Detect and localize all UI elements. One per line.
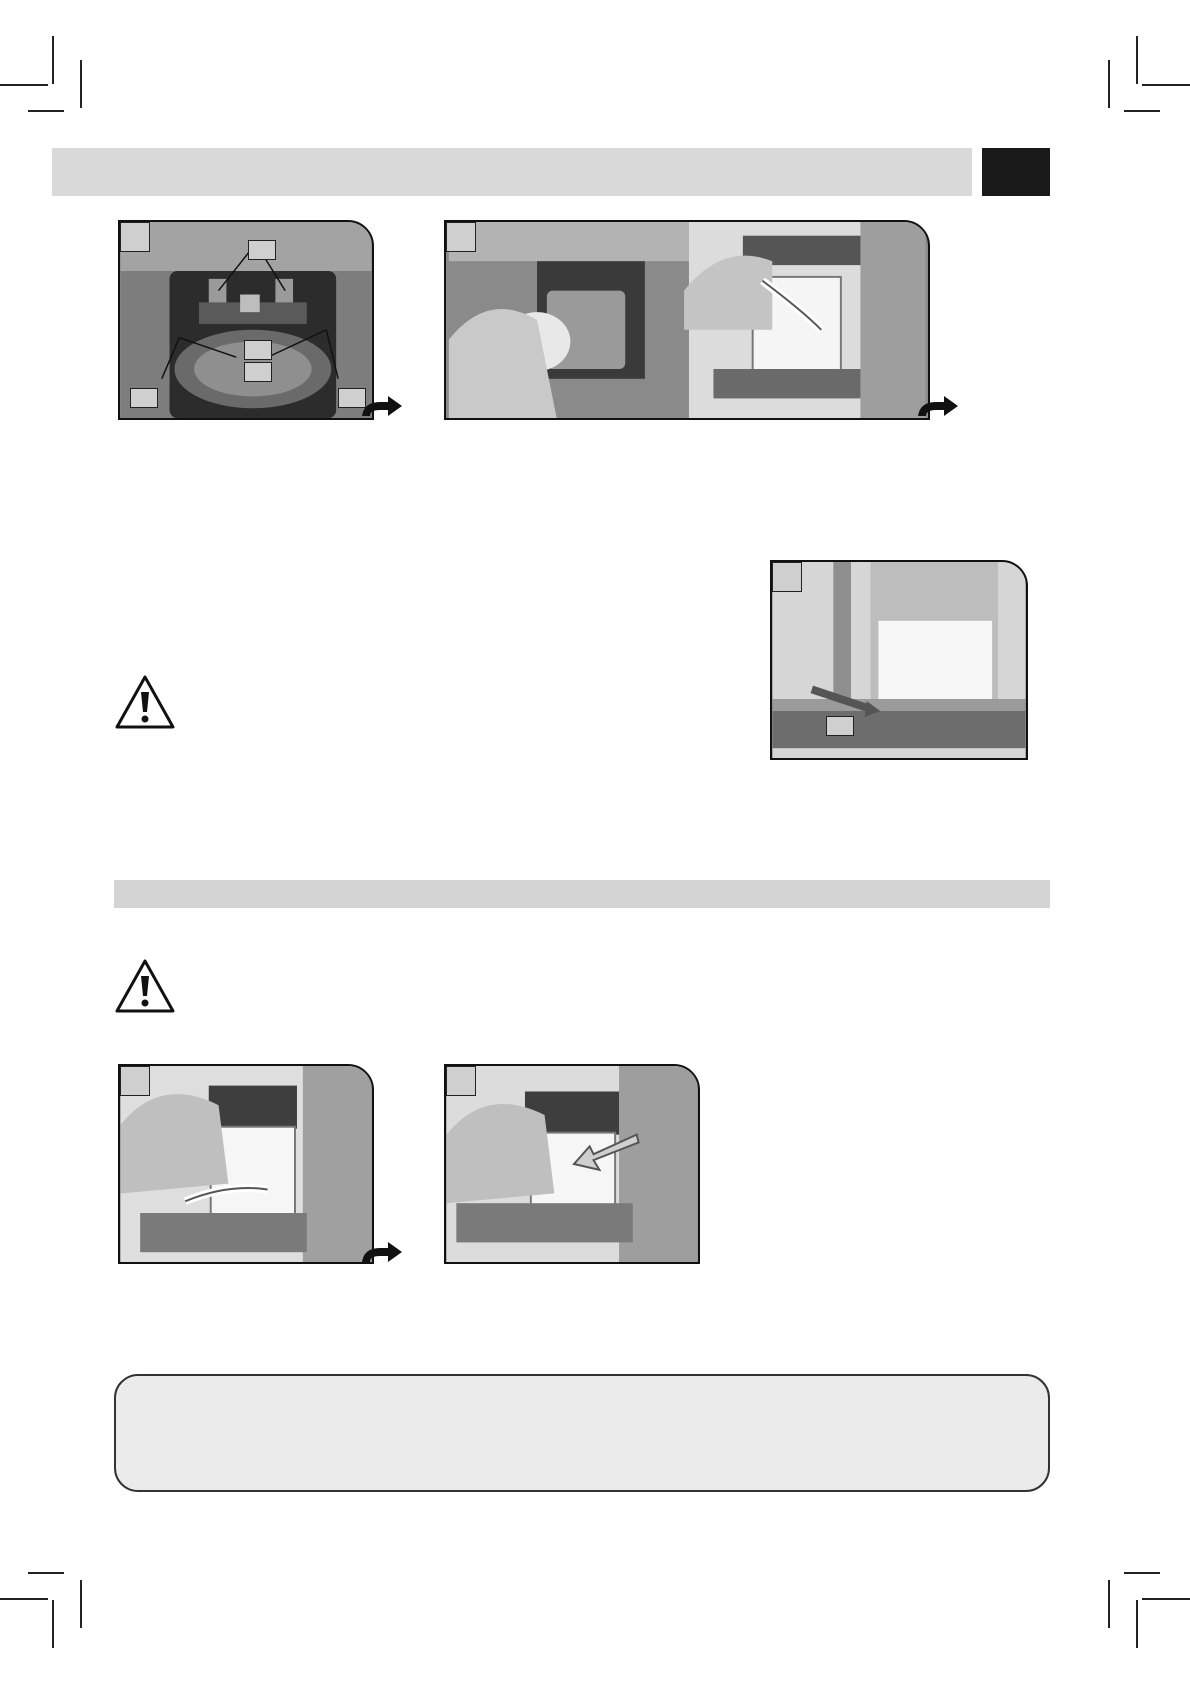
figure-number-box: [120, 1066, 150, 1096]
crop-mark: [1108, 60, 1110, 108]
warning-triangle-icon: [114, 674, 176, 730]
carafe-insert-photo: [446, 1066, 698, 1262]
crop-mark: [1124, 110, 1160, 112]
crop-mark: [1108, 1580, 1110, 1628]
warning-triangle-icon: [114, 958, 176, 1014]
milk-carafe-side-photo: [772, 562, 1026, 758]
milk-carafe-removal-photos: [446, 222, 928, 418]
figure-number-box: [120, 222, 150, 252]
crop-mark: [52, 1600, 54, 1648]
section-header-bar: [52, 148, 972, 196]
carafe-rotate-photo: [120, 1066, 372, 1262]
figure-1: [118, 220, 374, 420]
figure-3: [770, 560, 1028, 760]
figure-number-box: [446, 222, 476, 252]
crop-mark: [1136, 36, 1138, 84]
callout-label: [244, 362, 272, 382]
note-box: [114, 1374, 1050, 1492]
callout-label: [826, 716, 854, 736]
next-step-arrow-icon: [916, 394, 960, 418]
callout-label: [244, 340, 272, 360]
crop-mark: [80, 60, 82, 108]
figure-2: [444, 220, 930, 420]
crop-mark: [28, 1572, 64, 1574]
figure-4: [118, 1064, 374, 1264]
crop-mark: [52, 36, 54, 84]
crop-mark: [80, 1580, 82, 1628]
crop-mark: [1142, 1598, 1190, 1600]
figure-5: [444, 1064, 700, 1264]
figure-number-box: [446, 1066, 476, 1096]
crop-mark: [1124, 1572, 1160, 1574]
next-step-arrow-icon: [360, 1240, 404, 1264]
next-step-arrow-icon: [360, 394, 404, 418]
callout-label: [248, 240, 276, 260]
callout-label: [130, 388, 158, 408]
crop-mark: [0, 84, 48, 86]
crop-mark: [28, 110, 64, 112]
figure-number-box: [772, 562, 802, 592]
crop-mark: [1136, 1600, 1138, 1648]
crop-mark: [0, 1598, 48, 1600]
crop-mark: [1142, 84, 1190, 86]
section-title-bar: [114, 880, 1050, 908]
page-tab-marker: [982, 148, 1050, 196]
